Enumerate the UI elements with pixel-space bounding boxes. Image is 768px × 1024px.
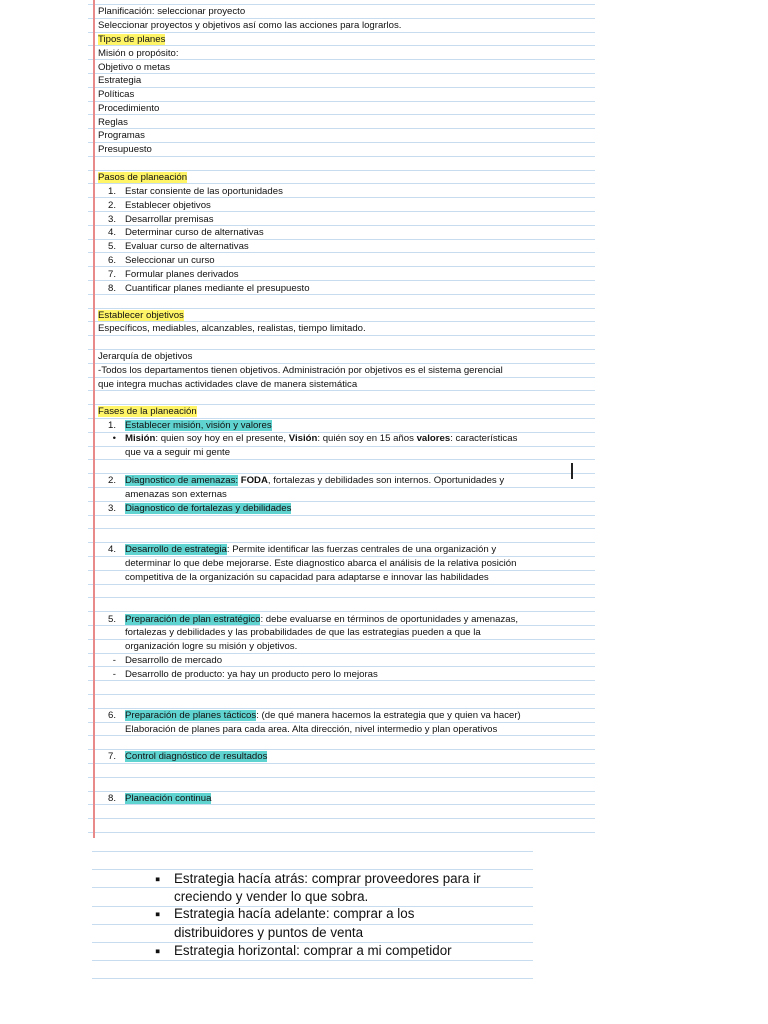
fase-1-bullet-line2: que va a seguir mi gente [125, 447, 231, 458]
strategy-bullet-line2: creciendo y vender lo que sobra. [174, 889, 369, 904]
paso-number: 2. [107, 199, 116, 211]
paso-number: 5. [107, 241, 116, 253]
list-item: Presupuesto [98, 144, 152, 155]
fase-5-line: fortalezas y debilidades y las probabilidades de que las estrategias pueden a que la [125, 627, 481, 638]
paso-item: Estar consiente de las oportunidades [125, 186, 283, 197]
paso-number: 1. [107, 186, 116, 197]
rule-line [88, 818, 595, 819]
fase-number: 5. [107, 614, 116, 625]
margin-line [93, 0, 95, 838]
section-heading-objetivos: Establecer objetivos [98, 310, 184, 321]
square-bullet-icon: ▪ [155, 871, 161, 888]
paso-number: 7. [107, 268, 116, 280]
list-item: Objetivo o metas [98, 62, 170, 73]
jerarquia-title: Jerarquía de objetivos [98, 351, 193, 362]
paso-number: 3. [107, 213, 116, 225]
section-heading-tipos: Tipos de planes [98, 34, 166, 45]
jerarquia-line: -Todos los departamentos tienen objetivos. Administración por objetivos es el sistema gerencial [98, 365, 503, 376]
paso-number: 8. [107, 282, 116, 294]
rule-line [88, 528, 595, 529]
list-item: Estrategia [98, 75, 142, 86]
fase-2-title: Diagnostico de amenazas: FODA, fortalezas y debilidades son internos. Oportunidades y [125, 475, 505, 486]
rule-line [88, 142, 595, 143]
paso-item: Cuantificar planes mediante el presupuesto [125, 282, 310, 294]
list-item: Misión o propósito: [98, 48, 179, 59]
section-heading-fases: Fases de la planeación [98, 406, 197, 417]
fase-1-title: Establecer misión, visión y valores [125, 420, 272, 431]
intro-line: Planificación: seleccionar proyecto [98, 6, 246, 17]
strategy-bullet: Estrategia hacía atrás: comprar proveedores para ir [174, 871, 481, 886]
strategy-bullet: Estrategia hacía adelante: comprar a los [174, 906, 415, 921]
fase-number: 8. [107, 793, 116, 804]
fase-2-line2: amenazas son externas [125, 489, 227, 500]
fase-5-title: Preparación de plan estratégico: debe evaluarse en términos de oportunidades y amenazas, [125, 614, 519, 625]
square-bullet-icon: ▪ [155, 906, 161, 923]
rule-line [88, 114, 595, 115]
square-bullet-icon: ▪ [155, 943, 161, 960]
fase-number: 4. [107, 544, 116, 555]
rule-line [88, 611, 595, 612]
jerarquia-line: que integra muchas actividades clave de manera sistemática [98, 379, 358, 390]
fase-number: 2. [107, 475, 116, 486]
fase-6-line2: Elaboración de planes para cada area. Alta dirección, nivel intermedio y plan operativos [125, 724, 498, 735]
bullet-mark: • [112, 433, 116, 444]
rule-line [88, 597, 595, 598]
text-cursor [571, 463, 573, 479]
list-item: Reglas [98, 117, 128, 128]
rule-line [88, 128, 595, 129]
fase-4-line: competitiva de la organización su capacidad para adaptarse e innovar las habilidades [125, 572, 489, 583]
rule-line [92, 978, 533, 979]
fase-number: 7. [107, 751, 116, 762]
rule-line [88, 777, 595, 778]
fase-6-title: Preparación de planes tácticos: (de qué manera hacemos la estrategia que y quien va hacer) [125, 710, 521, 721]
fase-4-line: determinar lo que debe mejorarse. Este diagnostico abarca el análisis de la relativa posición [125, 558, 517, 569]
fase-1-bullet: Misión: quien soy hoy en el presente, Visión: quién soy en 15 años valores: características [125, 433, 518, 444]
fase-8-title: Planeación continua [125, 793, 212, 804]
fase-5-dash-item: Desarrollo de producto: ya hay un producto pero lo mejoras [125, 669, 378, 680]
dash-mark: - [112, 655, 116, 666]
list-item: Procedimiento [98, 103, 160, 114]
rule-line [92, 851, 533, 852]
intro-line: Seleccionar proyectos y objetivos así como las acciones para lograrlos. [98, 20, 402, 31]
section-heading-pasos: Pasos de planeación [98, 172, 188, 183]
fase-4-title: Desarrollo de estrategia: Permite identificar las fuerzas centrales de una organización y [125, 544, 497, 555]
paso-item: Formular planes derivados [125, 268, 239, 280]
rule-line [88, 694, 595, 695]
rule-line [88, 87, 595, 88]
rule-line [88, 832, 595, 833]
strategy-bullet: Estrategia horizontal: comprar a mi competidor [174, 943, 452, 958]
fase-7-title: Control diagnóstico de resultados [125, 751, 268, 762]
fase-5-dash-item: Desarrollo de mercado [125, 655, 223, 666]
paso-number: 4. [107, 227, 116, 239]
fase-number: 6. [107, 710, 116, 721]
fase-number: 3. [107, 503, 116, 514]
strategy-bullet-line2: distribuidores y puntos de venta [174, 925, 364, 940]
dash-mark: - [112, 669, 116, 680]
fase-number: 1. [107, 420, 116, 431]
fase-3-title: Diagnostico de fortalezas y debilidades [125, 503, 292, 514]
list-item: Programas [98, 130, 145, 141]
fase-5-line: organización logre su misión y objetivos. [125, 641, 298, 652]
paso-item: Evaluar curso de alternativas [125, 241, 249, 253]
paso-item: Seleccionar un curso [125, 255, 215, 266]
paso-item: Determinar curso de alternativas [125, 227, 264, 239]
rule-line [88, 101, 595, 102]
paso-item: Establecer objetivos [125, 199, 211, 211]
objetivos-text: Específicos, mediables, alcanzables, realistas, tiempo limitado. [98, 323, 366, 334]
list-item: Políticas [98, 89, 135, 100]
paso-item: Desarrollar premisas [125, 213, 214, 225]
rule-line [88, 156, 595, 157]
paso-number: 6. [107, 255, 116, 266]
